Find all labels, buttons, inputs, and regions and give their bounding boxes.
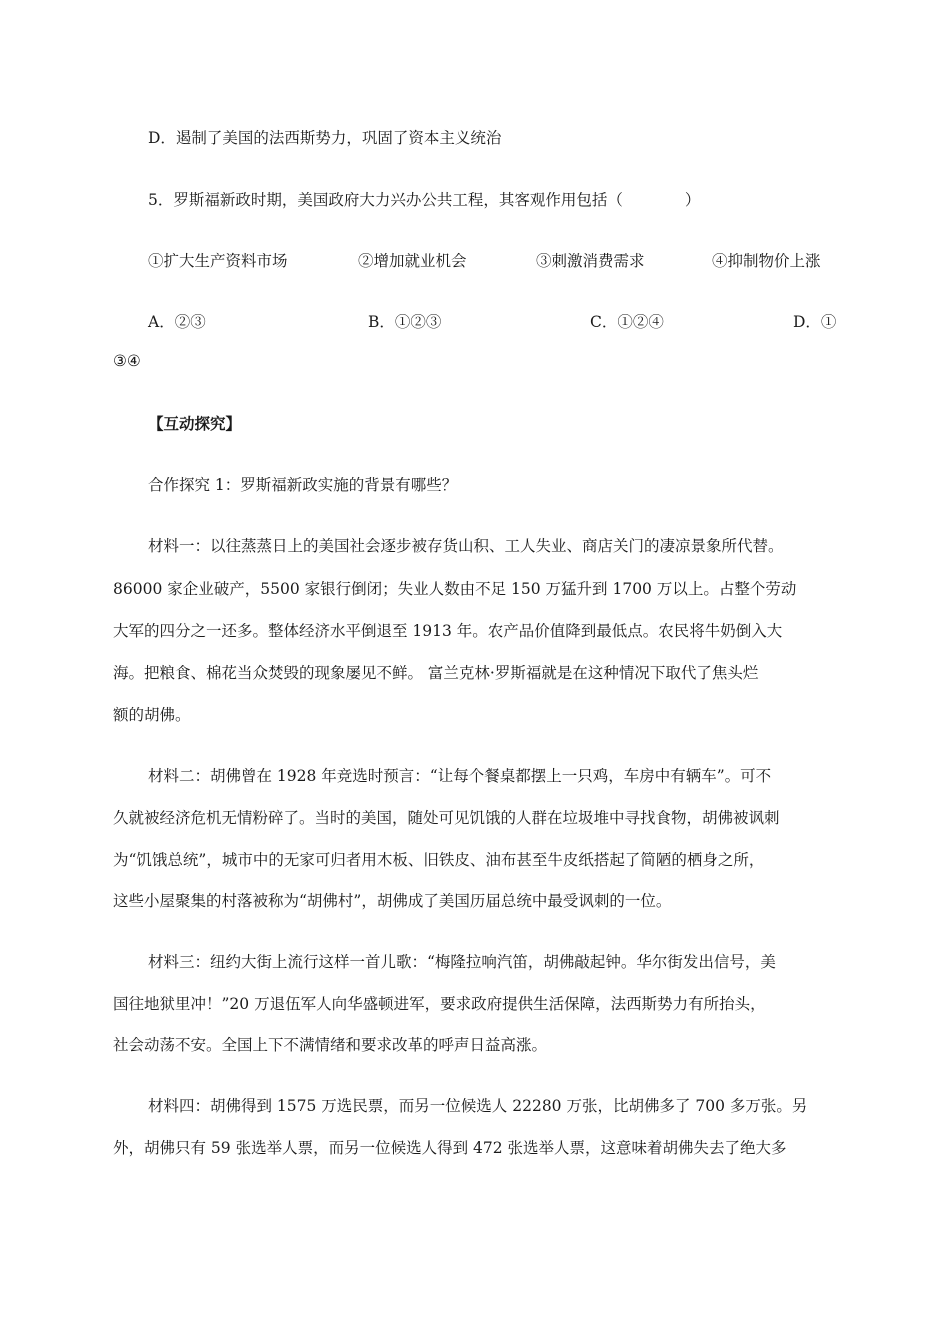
material-1-line: 额的胡佛。 (113, 706, 191, 724)
material-1-line: 大军的四分之一还多。整体经济水平倒退至 1913 年。农产品价值降到最低点。农民将牛奶倒入大 (113, 622, 783, 640)
material-2-line: 材料二：胡佛曾在 1928 年竞选时预言：“让每个餐桌都摆上一只鸡，车房中有辆车”。可不 (148, 767, 772, 785)
inquiry-1-question: 合作探究 1：罗斯福新政实施的背景有哪些？ (148, 476, 458, 494)
q5-choice-d-wrap: ③④ (113, 352, 141, 370)
q5-choice-b: B．①②③ (368, 313, 442, 331)
material-2-line: 久就被经济危机无情粉碎了。当时的美国，随处可见饥饿的人群在垃圾堆中寻找食物，胡佛被讽刺 (113, 809, 780, 827)
material-1-line: 材料一：以往蒸蒸日上的美国社会逐步被存货山积、工人失业、商店关门的凄凉景象所代替。 (148, 537, 784, 555)
material-2-line: 为“饥饿总统”，城市中的无家可归者用木板、旧铁皮、油布甚至牛皮纸搭起了简陋的栖身之所， (113, 851, 765, 869)
material-2-line: 这些小屋聚集的村落被称为“胡佛村”，胡佛成了美国历届总统中最受讽刺的一位。 (113, 892, 672, 910)
material-3-line: 材料三：纽约大街上流行这样一首儿歌：“梅隆拉响汽笛，胡佛敲起钟。华尔街发出信号，美 (148, 953, 776, 971)
q5-choice-c: C．①②④ (590, 313, 664, 331)
material-1-line: 86000 家企业破产，5500 家银行倒闭；失业人数由不足 150 万猛升到 1700 万以上。占整个劳动 (113, 580, 797, 598)
material-3-line: 国往地狱里冲！”20 万退伍军人向华盛顿进军，要求政府提供生活保障，法西斯势力有所抬头， (113, 995, 766, 1013)
material-3-line: 社会动荡不安。全国上下不满情绪和要求改革的呼声日益高涨。 (113, 1036, 548, 1054)
section-title: 【互动探究】 (148, 414, 242, 433)
q5-stem: 5．罗斯福新政时期，美国政府大力兴办公共工程，其客观作用包括（ ） (148, 191, 701, 209)
q5-choice-d: D．① (793, 313, 837, 331)
q4-option-d: D．遏制了美国的法西斯势力，巩固了资本主义统治 (148, 129, 502, 147)
q5-item-4: ④抑制物价上涨 (712, 252, 821, 270)
q5-item-1: ①扩大生产资料市场 (148, 252, 288, 270)
material-1-line: 海。把粮食、棉花当众焚毁的现象屡见不鲜。 富兰克林·罗斯福就是在这种情况下取代了焦头烂 (113, 664, 759, 682)
q5-item-2: ②增加就业机会 (358, 252, 467, 270)
material-4-line: 外，胡佛只有 59 张选举人票，而另一位候选人得到 472 张选举人票，这意味着胡佛失去了绝大多 (113, 1139, 787, 1157)
material-4-line: 材料四：胡佛得到 1575 万选民票，而另一位候选人 22280 万张，比胡佛多了 700 多万张。另 (148, 1097, 808, 1115)
q5-item-3: ③刺激消费需求 (536, 252, 645, 270)
q5-choice-a: A．②③ (148, 313, 206, 331)
